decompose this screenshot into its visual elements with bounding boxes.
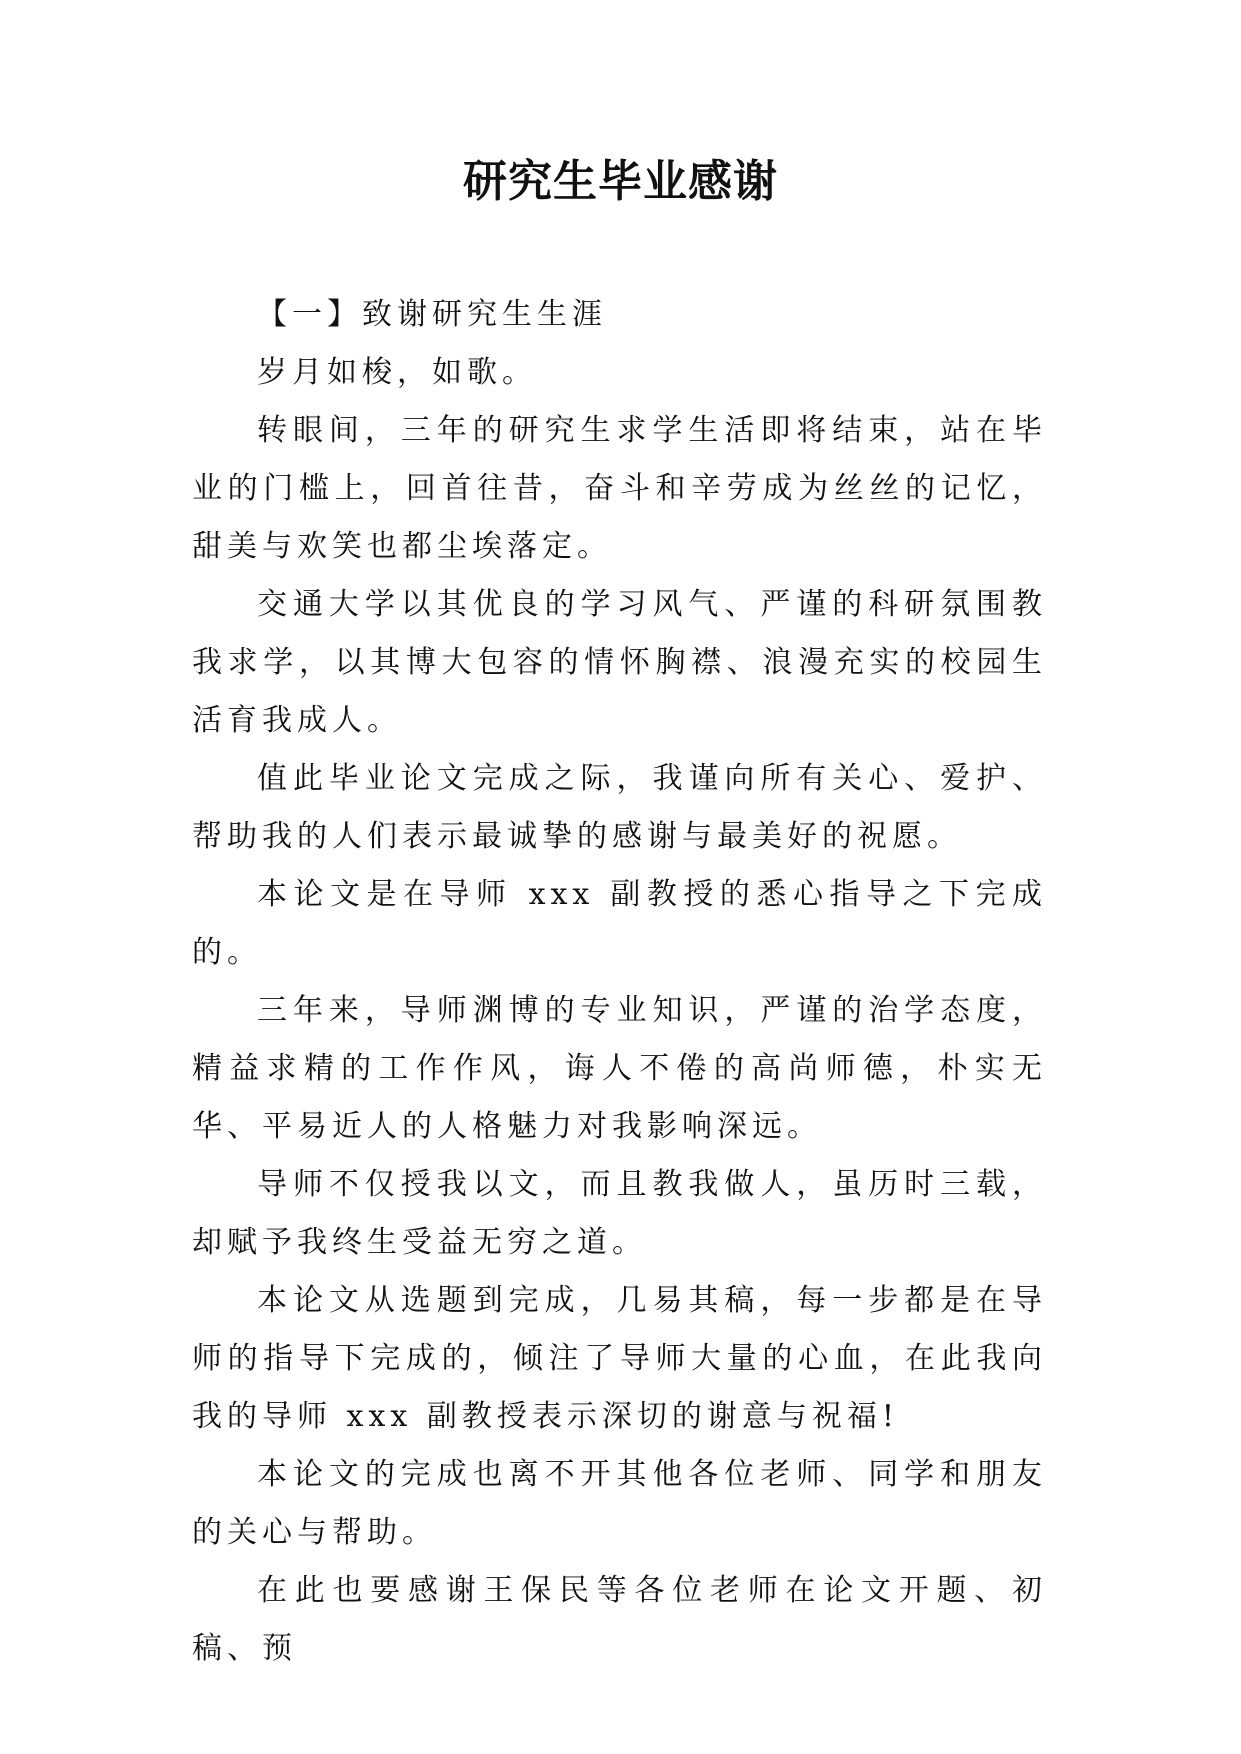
- paragraph: 导师不仅授我以文，而且教我做人，虽历时三载，却赋予我终生受益无穷之道。: [192, 1167, 1047, 1260]
- paragraph: 本论文的完成也离不开其他各位老师、同学和朋友的关心与帮助。: [192, 1457, 1047, 1550]
- paragraph: 本论文从选题到完成，几易其稿，每一步都是在导师的指导下完成的，倾注了导师大量的心血，在此我向我的导师 xxx 副教授表示深切的谢意与祝福!: [192, 1283, 1047, 1434]
- document-body: [192, 286, 1047, 1678]
- paragraph: 交通大学以其优良的学习风气、严谨的科研氛围教我求学，以其博大包容的情怀胸襟、浪漫充实的校园生活育我成人。: [192, 587, 1047, 738]
- paragraph: 转眼间，三年的研究生求学生活即将结束，站在毕业的门槛上，回首往昔，奋斗和辛劳成为丝丝的记忆，甜美与欢笑也都尘埃落定。: [192, 413, 1047, 564]
- document-title: 研究生毕业感谢: [463, 156, 778, 207]
- paragraph: 在此也要感谢王保民等各位老师在论文开题、初稿、预: [192, 1573, 1047, 1666]
- paragraph: 三年来，导师渊博的专业知识，严谨的治学态度，精益求精的工作作风，诲人不倦的高尚师德，朴实无华、平易近人的人格魅力对我影响深远。: [192, 993, 1047, 1144]
- paragraph: 值此毕业论文完成之际，我谨向所有关心、爱护、帮助我的人们表示最诚挚的感谢与最美好的祝愿。: [192, 761, 1047, 854]
- paragraph: 岁月如梭，如歌。: [257, 355, 537, 390]
- section-heading: 【一】致谢研究生生涯: [257, 297, 607, 332]
- paragraph: 本论文是在导师 xxx 副教授的悉心指导之下完成的。: [192, 877, 1047, 970]
